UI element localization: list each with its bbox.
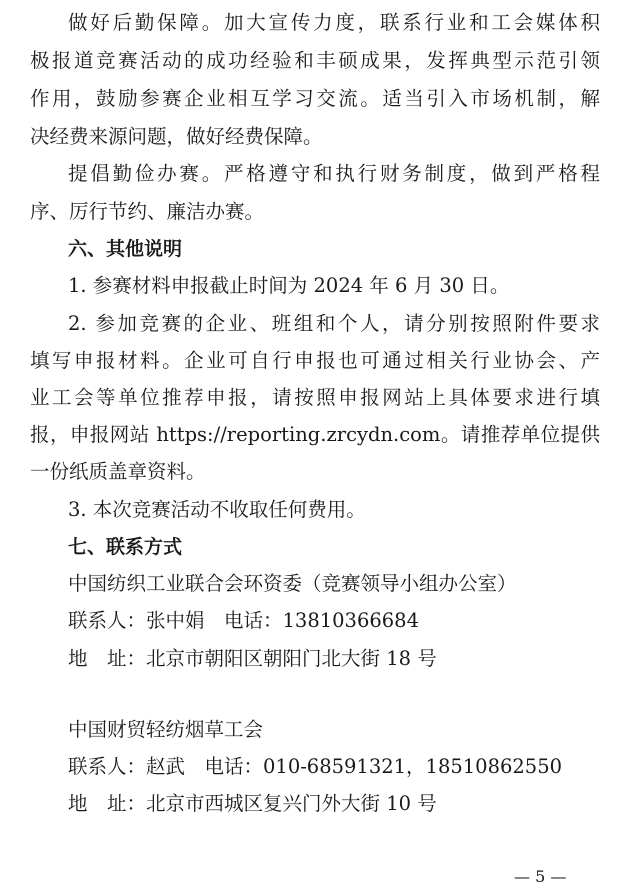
contact-address: 地 址：北京市西城区复兴门外大街 10 号: [68, 792, 437, 815]
contact-org: 中国财贸轻纺烟草工会: [68, 718, 264, 741]
contact-person: 联系人：赵武 电话：010-68591321，18510862550: [68, 755, 563, 778]
paragraph-line: 一份纸质盖章资料。: [30, 460, 206, 483]
paragraph-line: 决经费来源问题，做好经费保障。: [30, 125, 323, 148]
list-item: 3. 本次竞赛活动不收取任何费用。: [68, 498, 366, 521]
page-number: — 5 —: [514, 867, 567, 886]
paragraph-line: 做好后勤保障。加大宣传力度，联系行业和工会媒体积: [68, 11, 600, 34]
paragraph-line: 极报道竞赛活动的成功经验和丰硕成果，发挥典型示范引领: [30, 49, 600, 72]
contact-address: 地 址：北京市朝阳区朝阳门北大街 18 号: [68, 647, 437, 670]
paragraph-line: 填写申报材料。企业可自行申报也可通过相关行业协会、产: [30, 349, 600, 372]
paragraph-line: 作用，鼓励参赛企业相互学习交流。适当引入市场机制，解: [30, 87, 600, 110]
contact-org: 中国纺织工业联合会环资委（竞赛领导小组办公室）: [68, 572, 517, 595]
list-item: 2. 参加竞赛的企业、班组和个人，请分别按照附件要求: [68, 312, 600, 335]
paragraph-line: 业工会等单位推荐申报，请按照申报网站上具体要求进行填: [30, 386, 600, 409]
contact-person: 联系人：张中娟 电话：13810366684: [68, 609, 419, 632]
paragraph-line: 提倡勤俭办赛。严格遵守和执行财务制度，做到严格程: [68, 162, 600, 185]
list-item: 1. 参赛材料申报截止时间为 2024 年 6 月 30 日。: [68, 274, 510, 297]
paragraph-line: 序、厉行节约、廉洁办赛。: [30, 200, 265, 223]
section-heading: 七、联系方式: [68, 536, 183, 558]
paragraph-line: 报，申报网站 https://reporting.zrcydn.com。请推荐单位提供: [30, 423, 600, 446]
section-heading: 六、其他说明: [68, 238, 183, 260]
